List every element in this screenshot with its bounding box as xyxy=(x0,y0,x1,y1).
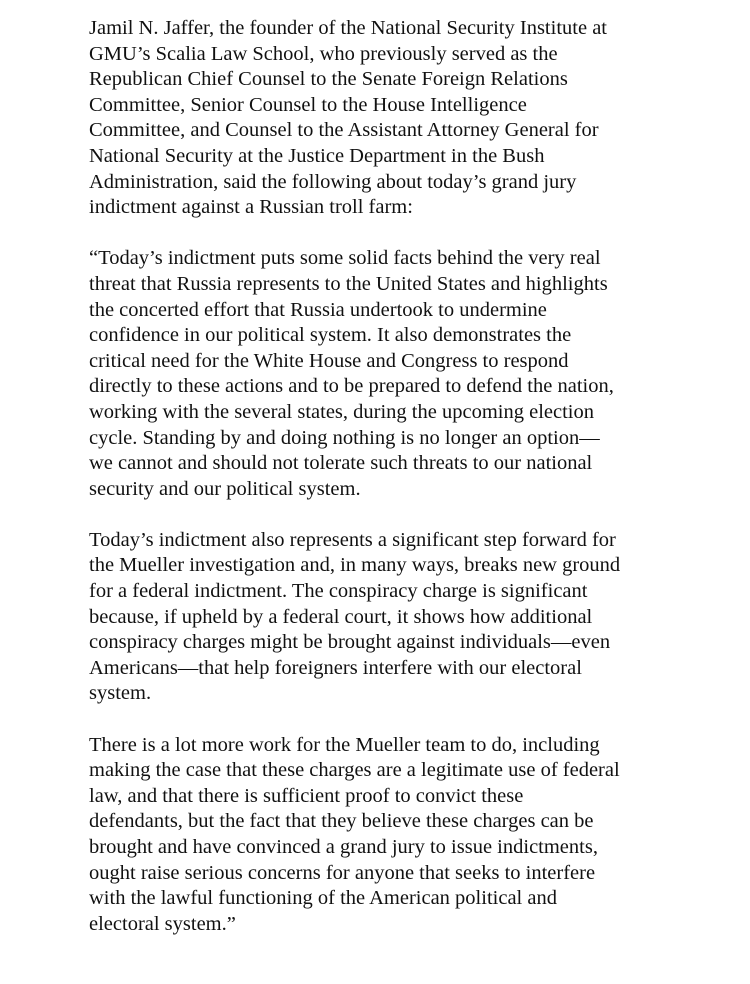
text-line: “Today’s indictment puts some solid facts behind the very real xyxy=(89,247,601,270)
text-line: threat that Russia represents to the United States and highlights xyxy=(89,272,608,295)
text-line: defendants, but the fact that they believe these charges can be xyxy=(89,810,594,833)
text-line: critical need for the White House and Congress to respond xyxy=(89,349,569,372)
text-line: conspiracy charges might be brought against individuals—even xyxy=(89,631,611,654)
text-line: Committee, Senior Counsel to the House Intelligence xyxy=(89,93,527,116)
text-line: the Mueller investigation and, in many ways, breaks new ground xyxy=(89,554,621,577)
text-line: security and our political system. xyxy=(89,477,361,500)
text-line: National Security at the Justice Department in the Bush xyxy=(89,144,545,167)
text-line: with the lawful functioning of the American political and xyxy=(89,887,557,910)
quote-paragraph-3 xyxy=(89,733,729,938)
text-line: system. xyxy=(89,682,152,705)
text-line: law, and that there is sufficient proof to convict these xyxy=(89,784,524,807)
text-line: electoral system.” xyxy=(89,912,236,935)
text-line: indictment against a Russian troll farm: xyxy=(89,196,413,219)
text-line: Today’s indictment also represents a significant step forward for xyxy=(89,528,616,551)
text-line: Committee, and Counsel to the Assistant Attorney General for xyxy=(89,119,599,142)
text-line: brought and have convinced a grand jury to issue indictments, xyxy=(89,836,598,858)
text-line: directly to these actions and to be prepared to defend the nation, xyxy=(89,375,614,398)
text-line: making the case that these charges are a legitimate use of federal xyxy=(89,759,620,782)
intro-paragraph xyxy=(89,16,729,221)
statement-document xyxy=(89,16,729,963)
text-line: the concerted effort that Russia undertook to undermine xyxy=(89,298,547,321)
quote-paragraph-2 xyxy=(89,528,729,707)
text-line: because, if upheld by a federal court, it shows how additional xyxy=(89,605,593,628)
text-line: GMU’s Scalia Law School, who previously served as the xyxy=(89,42,558,65)
text-line: working with the several states, during the upcoming election xyxy=(89,400,594,423)
text-line: There is a lot more work for the Mueller team to do, including xyxy=(89,733,600,756)
quote-paragraph-1 xyxy=(89,246,729,502)
text-line: Jamil N. Jaffer, the founder of the National Security Institute at xyxy=(89,17,607,39)
text-line: confidence in our political system. It also demonstrates the xyxy=(89,324,572,347)
text-line: we cannot and should not tolerate such threats to our national xyxy=(89,452,593,475)
text-line: for a federal indictment. The conspiracy charge is significant xyxy=(89,580,588,603)
text-line: ought raise serious concerns for anyone that seeks to interfere xyxy=(89,861,596,884)
text-line: Republican Chief Counsel to the Senate Foreign Relations xyxy=(89,68,568,91)
text-line: Americans—that help foreigners interfere with our electoral xyxy=(89,656,582,679)
text-line: cycle. Standing by and doing nothing is no longer an option— xyxy=(89,426,600,449)
text-line: Administration, said the following about today’s grand jury xyxy=(89,170,577,193)
